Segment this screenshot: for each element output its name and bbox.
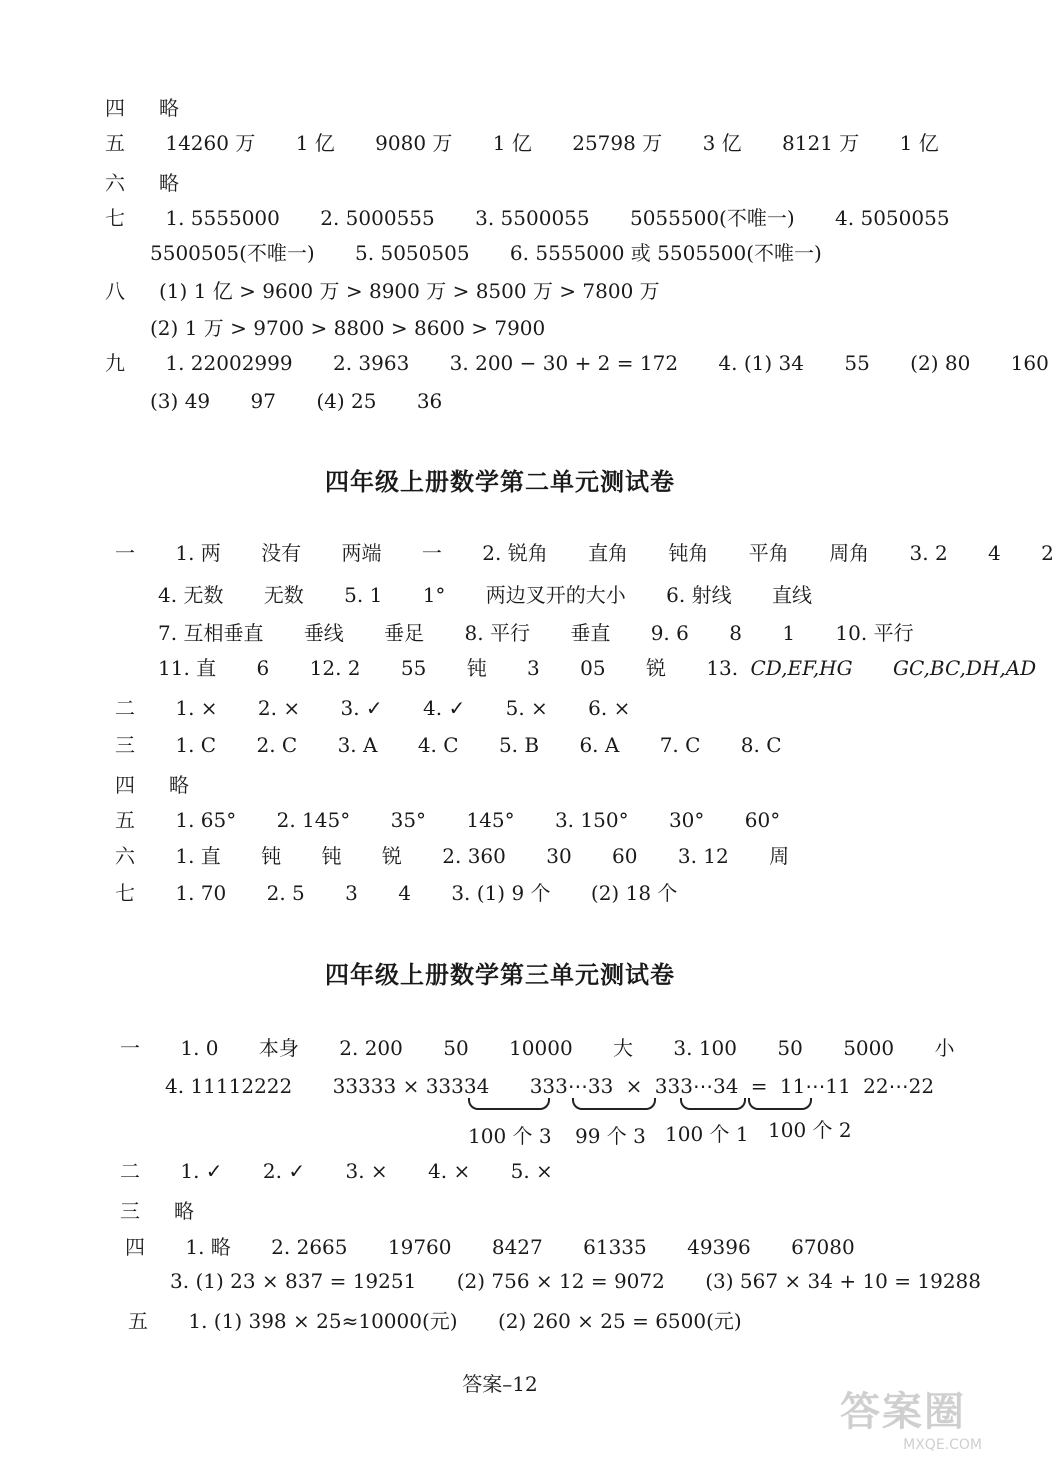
s2-row-san: 三 1. C 2. C 3. A 4. C 5. B 6. A 7. C 8. C [115, 733, 782, 757]
s3-row-er: 二 1. ✓ 2. ✓ 3. × 4. × 5. × [120, 1159, 553, 1183]
watermark-text: 答案圈 [840, 1388, 966, 1435]
s2-row-yi-d: 11. 直 6 12. 2 55 钝 3 05 锐 13. CD,EF,HG GC,BC,DH,AD [158, 656, 1037, 680]
s3-row-yi-a: 一 1. 0 本身 2. 200 50 10000 大 3. 100 50 5000 小 [120, 1036, 955, 1060]
label-100-3: 100 个 3 [468, 1124, 552, 1148]
s1-row-wu: 五 14260 万 1 亿 9080 万 1 亿 25798 万 3 亿 8121 万 1 亿 [105, 131, 939, 155]
s3-row-si-b: 3. (1) 23 × 837 = 19251 (2) 756 × 12 = 9072 (3) 567 × 34 + 10 = 19288 [170, 1269, 982, 1293]
s1-row-jiu-b: (3) 49 97 (4) 25 36 [150, 389, 443, 413]
s2-row-wu: 五 1. 65° 2. 145° 35° 145° 3. 150° 30° 60° [115, 808, 781, 832]
s2-row-liu: 六 1. 直 钝 钝 锐 2. 360 30 60 3. 12 周 [115, 844, 790, 868]
page-number: 答案–12 [462, 1372, 538, 1396]
s1-row-ba-a: 八 (1) 1 亿 > 9600 万 > 8900 万 > 8500 万 > 7800 万 [105, 279, 660, 303]
s3-row-yi-b: 4. 11112222 33333 × 33334 333⋯33 × 333⋯34 = 11⋯11 22⋯22 [165, 1074, 935, 1098]
s1-row-qi-b: 5500505(不唯一) 5. 5050505 6. 5555000 或 5505500(不唯一) [150, 241, 822, 265]
s2-row-si: 四 略 [115, 773, 189, 797]
s2-row-er: 二 1. × 2. × 3. ✓ 4. ✓ 5. × 6. × [115, 696, 631, 720]
s1-row-ba-b: (2) 1 万 > 9700 > 8800 > 8600 > 7900 [150, 316, 546, 340]
section3-title: 四年级上册数学第三单元测试卷 [325, 960, 675, 989]
s1-row-jiu-a: 九 1. 22002999 2. 3963 3. 200 − 30 + 2 = 172 4. (1) 34 55 (2) 80 160 [105, 351, 1049, 375]
brace-100-1 [680, 1098, 746, 1110]
brace-99-3 [572, 1098, 656, 1110]
s2-row-yi-c: 7. 互相垂直 垂线 垂足 8. 平行 垂直 9. 6 8 1 10. 平行 [158, 621, 914, 645]
brace-100-2 [748, 1098, 812, 1110]
s1-row-qi-a: 七 1. 5555000 2. 5000555 3. 5500055 5055500(不唯一) 4. 5050055 [105, 206, 950, 230]
s1-row-si: 四 略 [105, 96, 179, 120]
s3-row-san: 三 略 [120, 1199, 194, 1223]
s1-row-liu: 六 略 [105, 171, 179, 195]
brace-100-3 [468, 1098, 550, 1110]
label-100-1: 100 个 1 [665, 1122, 749, 1146]
s2-row-yi-b: 4. 无数 无数 5. 1 1° 两边叉开的大小 6. 射线 直线 [158, 583, 812, 607]
s3-row-wu: 五 1. (1) 398 × 25≈10000(元) (2) 260 × 25 = 6500(元) [128, 1309, 742, 1333]
label-99-3: 99 个 3 [575, 1124, 646, 1148]
label-100-2: 100 个 2 [768, 1118, 852, 1142]
s2-row-qi: 七 1. 70 2. 5 3 4 3. (1) 9 个 (2) 18 个 [115, 881, 678, 905]
watermark-url: MXQE.COM [903, 1437, 982, 1453]
section2-title: 四年级上册数学第二单元测试卷 [325, 467, 675, 496]
watermark-logo [840, 1380, 990, 1470]
s3-row-si-a: 四 1. 略 2. 2665 19760 8427 61335 49396 67080 [125, 1235, 855, 1259]
s2-row-yi-a: 一 1. 两 没有 两端 一 2. 锐角 直角 钝角 平角 周角 3. 2 4 2 [115, 541, 1054, 565]
